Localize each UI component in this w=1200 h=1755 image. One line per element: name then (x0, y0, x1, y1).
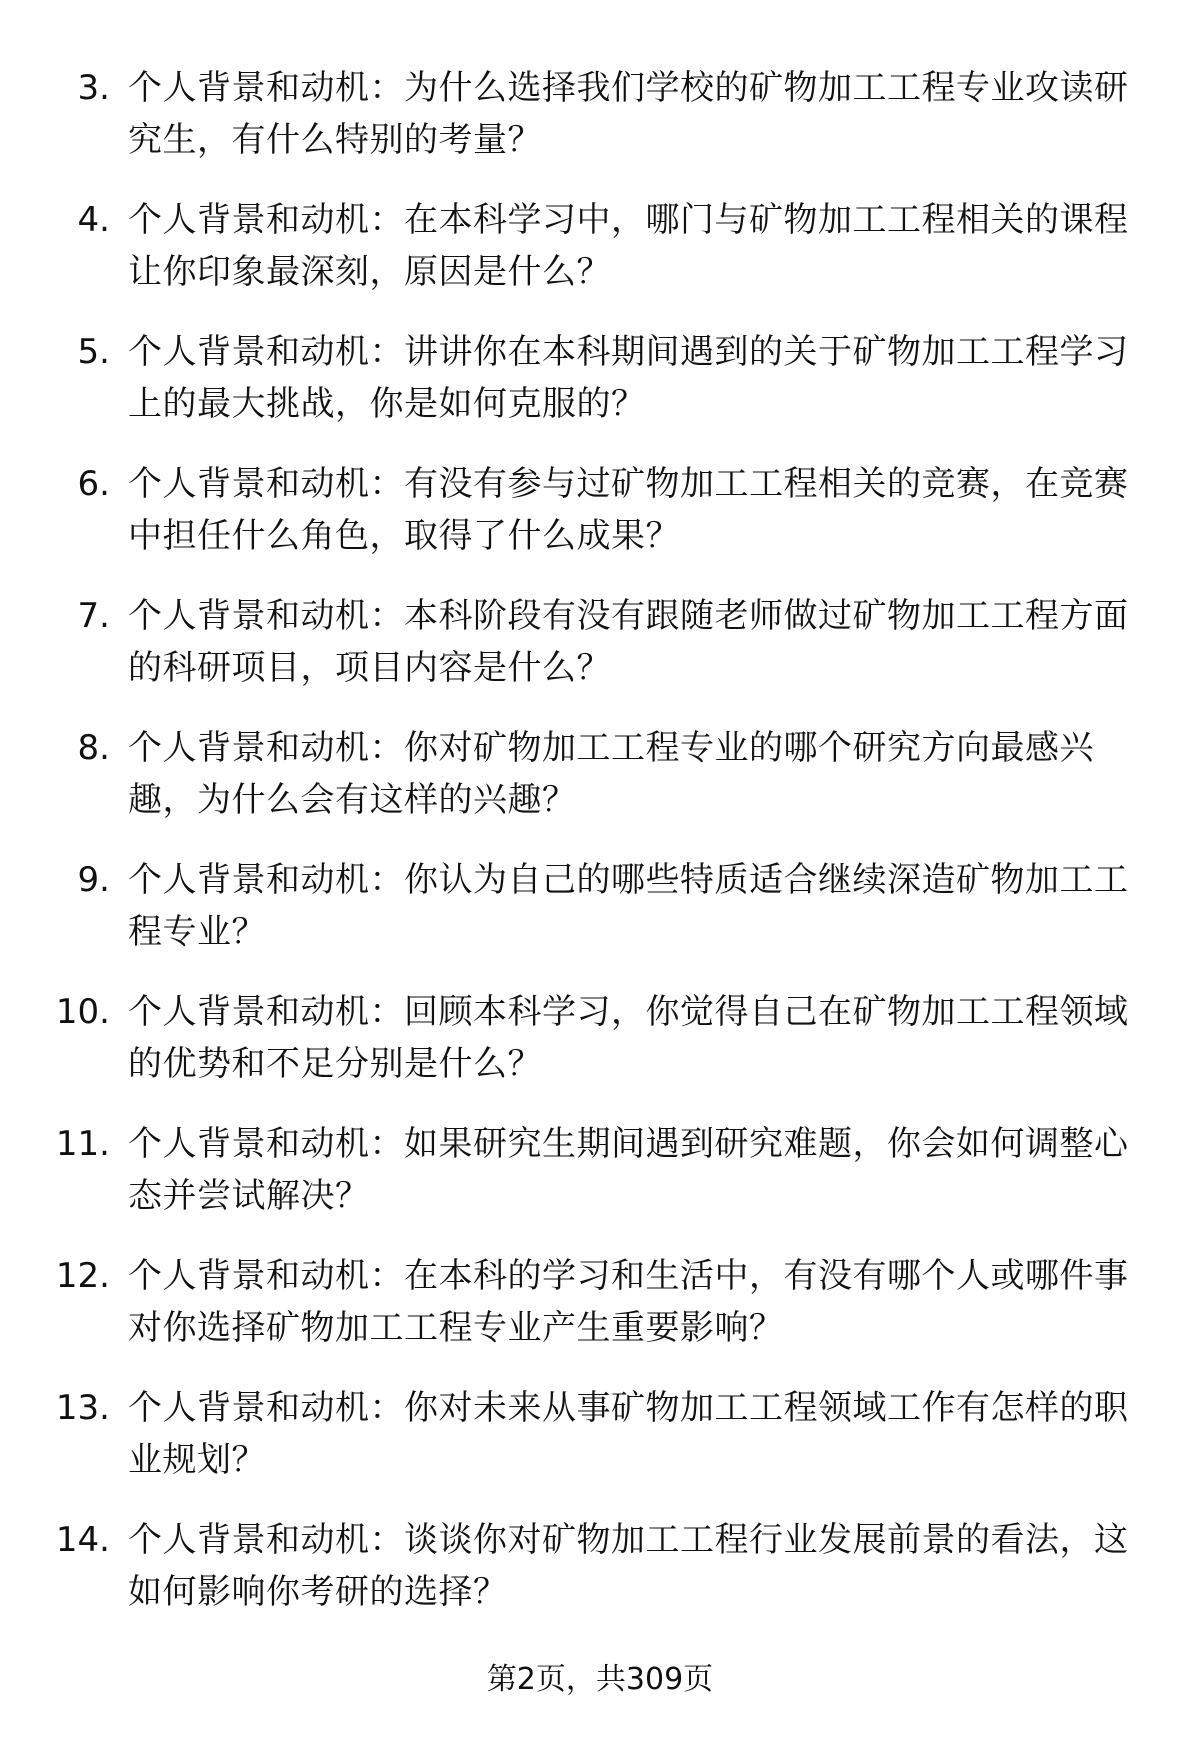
question-number: 4. (77, 200, 110, 240)
question-item (0, 52, 1200, 184)
page-footer: 第2页，共309页 (486, 1662, 714, 1697)
question-number: 6. (77, 464, 110, 504)
question-text: 个人背景和动机：谈谈你对矿物加工工程行业发展前景的看法，这如何影响你考研的选择？ (128, 1520, 1129, 1612)
question-item (0, 580, 1200, 712)
question-number: 3. (77, 68, 110, 108)
question-item (0, 448, 1200, 580)
question-text: 个人背景和动机：有没有参与过矿物加工工程相关的竞赛，在竞赛中担任什么角色，取得了什么成果？ (128, 464, 1129, 556)
question-item (0, 184, 1200, 316)
question-text: 个人背景和动机：你对未来从事矿物加工工程领域工作有怎样的职业规划？ (128, 1388, 1129, 1480)
question-text: 个人背景和动机：如果研究生期间遇到研究难题，你会如何调整心态并尝试解决？ (128, 1124, 1129, 1216)
question-number: 14. (55, 1520, 110, 1560)
question-item (0, 1504, 1200, 1636)
question-text: 个人背景和动机：在本科学习中，哪门与矿物加工工程相关的课程让你印象最深刻，原因是什么？ (128, 200, 1129, 292)
question-text: 个人背景和动机：你对矿物加工工程专业的哪个研究方向最感兴趣，为什么会有这样的兴趣？ (128, 728, 1094, 820)
question-number: 8. (77, 728, 110, 768)
question-text: 个人背景和动机：在本科的学习和生活中，有没有哪个人或哪件事对你选择矿物加工工程专业产生重要影响？ (128, 1256, 1129, 1348)
question-item (0, 844, 1200, 976)
question-item (0, 316, 1200, 448)
question-text: 个人背景和动机：本科阶段有没有跟随老师做过矿物加工工程方面的科研项目，项目内容是什么？ (128, 596, 1129, 688)
question-item (0, 976, 1200, 1108)
question-number: 11. (55, 1124, 110, 1164)
question-item (0, 1372, 1200, 1504)
question-number: 9. (77, 860, 110, 900)
question-text: 个人背景和动机：为什么选择我们学校的矿物加工工程专业攻读研究生，有什么特别的考量？ (128, 68, 1129, 160)
question-list (0, 52, 1200, 1636)
question-item (0, 712, 1200, 844)
question-number: 12. (55, 1256, 110, 1296)
question-number: 7. (77, 596, 110, 636)
question-text: 个人背景和动机：你认为自己的哪些特质适合继续深造矿物加工工程专业？ (128, 860, 1129, 952)
question-item (0, 1108, 1200, 1240)
question-number: 10. (55, 992, 110, 1032)
question-item (0, 1240, 1200, 1372)
question-text: 个人背景和动机：回顾本科学习，你觉得自己在矿物加工工程领域的优势和不足分别是什么？ (128, 992, 1129, 1084)
question-number: 5. (77, 332, 110, 372)
question-number: 13. (55, 1388, 110, 1428)
question-text: 个人背景和动机：讲讲你在本科期间遇到的关于矿物加工工程学习上的最大挑战，你是如何克服的？ (128, 332, 1129, 424)
